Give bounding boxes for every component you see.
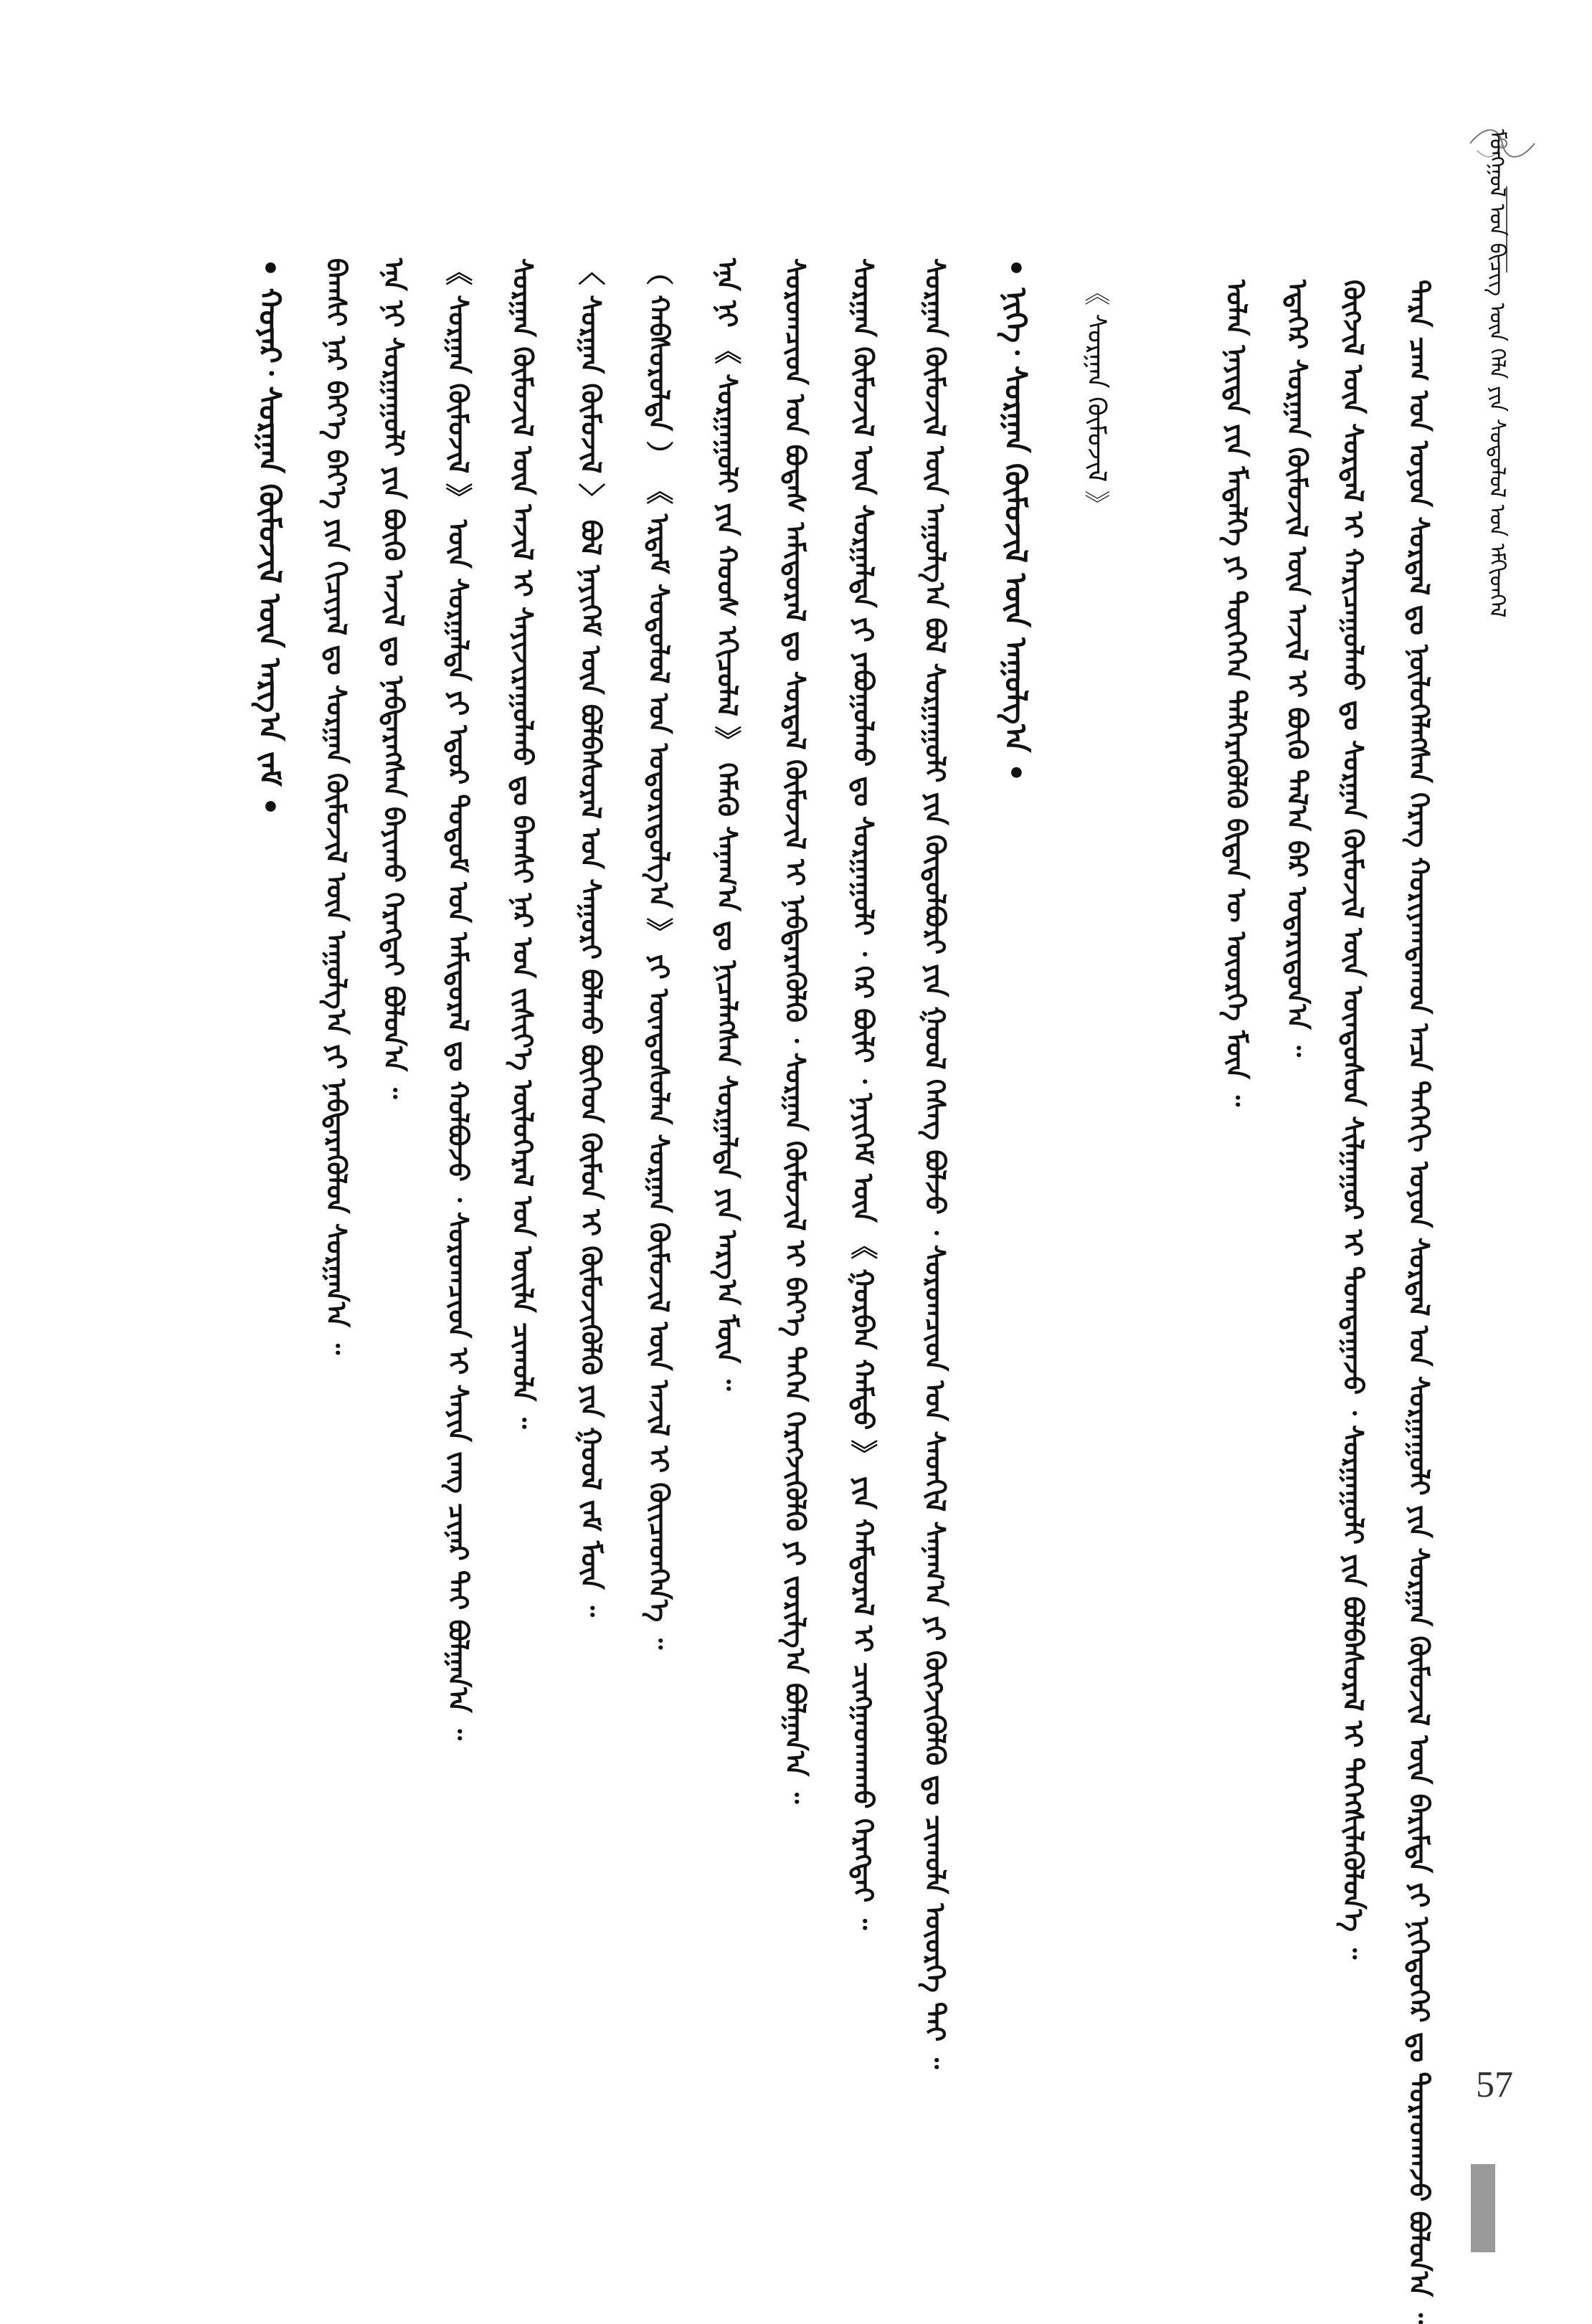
body-line: ᠰᠤᠷᠭᠠᠨ ᠬᠦᠮᠦᠵᠢᠯ ᠦᠨ ᠰᠤᠷᠭᠠᠯᠲᠠ ᠶᠢ ᠶᠠᠪᠤᠭᠤᠯᠬᠤ ᠳᠤ ᠰᠤᠷᠭᠠᠭᠤᠯᠢ ᠂ ᠭᠡᠷ ᠪᠦᠯᠢ ᠂ ᠨᠡᠶᠢᠭᠡᠮ ᠦᠨ 《 ᠭᠤᠷᠪᠠᠨ ᠬᠠᠮᠲᠤ 》 ᠶᠢᠨ ᠬᠠᠮᠲᠤᠷᠠᠯ ᠢ ᠴᠢᠩᠭᠠᠳᠬᠠᠬᠤ ᠬᠡᠷᠡᠭᠲᠡᠢ ᠃ bbox=[848, 258, 879, 1930]
body-line: ᠡᠨᠡ ᠨᠢ 《 ᠰᠤᠷᠭᠠᠭᠤᠯᠢ ᠶᠢᠨ ᠬᠣᠣᠰ ᠡᠬᠢᠴᠦᠯᠡᠯ 》 ᠬᠡᠮᠡᠬᠦ ᠰᠠᠨᠠᠭ᠎ᠠ ᠳᠤ ᠨᠢᠴᠡᠯᠡᠭᠰᠡᠨ ᠰᠤᠷᠭᠠᠯᠲᠠ ᠶᠢᠨ ᠠᠷᠭ᠎ᠠ ᠮᠥᠨ ᠃ bbox=[711, 258, 743, 1391]
body-line: ᠬᠥᠭᠵᠢᠯ ᠦᠨ ᠰᠤᠷᠲᠠᠯ ᠢ ᠬᠠᠷᠢᠴᠠᠭᠤᠯᠬᠤ ᠳᠤ ᠰᠤᠷᠭᠠᠨ ᠬᠦᠮᠦᠵᠢᠯ ᠦᠨ ᠦᠨᠳᠦᠰᠦᠨ ᠰᠢᠯᠭᠠᠭᠤᠷ ᠢ ᠲᠣᠭᠲᠠᠭᠠᠵᠤ ᠂ ᠰᠤᠷᠭᠠᠭᠤᠯᠢ ᠶᠢᠨ ᠪᠣᠯᠪᠠᠰᠤᠷᠠᠯ ᠢ ᠳᠡᠭᠡᠭᠰᠢᠯᠡᠭᠦᠯᠦᠨ᠎ᠡ ᠃ bbox=[1337, 280, 1369, 1960]
body-line: ᠰᠤᠷᠤᠭᠴᠢᠳ ᠤᠨ ᠪᠣᠳᠠᠰ ᠠᠮᠢᠳᠤᠷᠠᠯ ᠳᠤ ᠰᠤᠷᠲᠠᠯ ᠬᠦᠮᠦᠵᠢᠯ ᠢ ᠨᠡᠪᠲᠡᠷᠡᠭᠦᠯᠬᠦ ᠂ ᠰᠤᠷᠭᠠᠨ ᠬᠥᠮᠦᠵᠢᠯ ᠢ ᠪᠡᠶ᠎ᠡ ᠳᠡᠭᠡᠨ ᠬᠡᠷᠡᠭᠵᠢᠭᠦᠯᠬᠦ ᠶᠢ ᠵᠣᠷᠢᠯᠭ᠎ᠠ ᠪᠣᠯᠭᠠᠨ᠎ᠠ ᠃ bbox=[780, 258, 811, 1804]
body-line: ᠣᠯᠠᠨ ᠨᠡᠶᠢᠲᠡ ᠶᠢᠨ ᠮᠡᠳᠡᠯᠭᠡ ᠶᠢ ᠲᠦᠭᠡᠭᠡᠨ ᠳᠡᠯᠭᠡᠷᠡᠭᠦᠯᠬᠦ ᠪᠢᠳᠡᠨ ᠦ ᠦᠦᠷᠭᠡ ᠮᠥᠨ ᠃ bbox=[1221, 280, 1252, 1107]
quoted-title: 《 ᠰᠤᠷᠭᠠᠨ ᠬᠦᠮᠦᠵᠢᠯ 》 bbox=[1081, 280, 1111, 516]
section-heading: • ᠨᠢᠭᠡ᠂ ᠰᠤᠷᠭᠠᠨ ᠬᠦᠮᠦᠵᠢᠯ ᠦᠨ ᠠᠭᠤᠯᠭ᠎ᠠ • bbox=[998, 258, 1033, 782]
page-edge-tab bbox=[1471, 2164, 1495, 2252]
body-line: ᠡᠳᠡᠭᠡᠷ ᠰᠤᠷᠭᠠᠨ ᠬᠦᠮᠦᠵᠢᠯ ᠦᠨ ᠠᠵᠢᠯ ᠢ ᠪᠦᠬᠦ ᠲᠠᠯ᠎ᠠ ᠪᠠᠷ ᠤᠳᠠᠷᠢᠳᠤᠨ᠎ᠠ ᠃ bbox=[1281, 280, 1313, 1057]
body-line: 《 ᠰᠤᠷᠭᠠᠨ ᠬᠦᠮᠦᠵᠢᠯ 》 ᠦᠨ ᠰᠤᠷᠭᠠᠯᠲᠠ ᠶᠢ ᠡᠳᠦᠷ ᠲᠤᠲᠤᠮ ᠤᠨ ᠠᠮᠢᠳᠤᠷᠠᠯ ᠳᠤ ᠬᠣᠯᠪᠣᠵᠤ ᠂ ᠰᠤᠷᠤᠭᠴᠢᠳ ᠢ ᠰᠠᠶᠢᠨ ᠵᠠᠩ ᠴᠢᠨᠠᠷ ᠲᠠᠢ ᠪᠣᠯᠭᠠᠨ᠎ᠠ ᠃ bbox=[442, 258, 474, 1740]
running-header: ᠮᠣᠩᠭᠣᠯ ᠤᠨ ᠪᠢᠴᠢᠭ ᠦᠨ ᠬᠡᠯᠡ ᠶᠢᠨ ᠰᠤᠳᠤᠯᠤᠯ ᠤᠨ ᠡᠮᠬᠢᠳᠬᠡᠯ bbox=[1484, 129, 1510, 618]
section-heading: • ᠬᠣᠶᠠᠷ᠂ ᠰᠤᠷᠭᠠᠨ ᠬᠦᠮᠦᠵᠢᠯ ᠦᠨ ᠠᠷᠭ᠎ᠠ ᠵᠠᠮ • bbox=[252, 258, 288, 816]
body-line: 〈 ᠰᠤᠷᠭᠠᠨ ᠬᠦᠮᠦᠵᠢᠯ 〉 ᠪᠣᠯ ᠨᠡᠶᠢᠭᠡᠮ ᠦᠨ ᠪᠣᠯᠪᠠᠰᠤᠷᠠᠯ ᠤᠨ ᠰᠠᠭᠤᠷᠢ ᠪᠣᠯᠬᠤ ᠪᠥᠭᠡᠳ ᠬᠦᠮᠦᠨ ᠢ ᠬᠥᠮᠦᠵᠢᠭᠦᠯᠬᠦ ᠶᠢᠨ ᠭᠣᠣᠯ ᠵᠠᠮ ᠮᠥᠨ ᠃ bbox=[575, 258, 607, 1617]
body-line: ᠲᠡᠷᠡ ᠴᠠᠭ ᠤᠨ ᠤᠶᠤᠨ ᠰᠤᠷᠲᠠᠯ ᠳᠤ ᠨᠥᠯᠦᠭᠡᠯᠡᠭᠰᠡᠨ ᠬᠡᠷᠡᠭ ᠬᠣᠷᠢᠶᠠᠭᠳᠠᠬᠤᠨ ᠠᠴᠠ ᠳᠡᠭᠡᠬᠢ ᠤᠶᠤᠨ ᠰᠤᠷᠲᠠᠯ ᠤᠨ ᠰᠤᠷᠭᠠᠭᠤᠯᠢ ᠶᠢᠨ ᠰᠤᠷᠭᠠᠨ ᠬᠦᠮᠦᠵᠢᠯ ᠦᠨ ᠪᠠᠷᠢᠮᠲᠠ ᠶᠢ ᠨᠢᠭᠡᠳᠦᠭᠡᠷ ᠳᠤ ᠳᠤᠷᠠᠳᠬᠠᠵᠤ ᠪᠣᠯᠤᠨ᠎ᠠ ᠃ bbox=[1403, 280, 1435, 2324]
body-line: ᠪᠠᠭᠰᠢ ᠨᠠᠷ ᠪᠡᠶ᠎ᠡ ᠪᠡᠶ᠎ᠡ ᠶᠢᠨ ᠬᠢᠴᠢᠶᠡᠯ ᠳᠤ ᠰᠤᠷᠭᠠᠨ ᠬᠦᠮᠦᠵᠢᠯ ᠦᠨ ᠠᠭᠤᠯᠭ᠎ᠠ ᠶᠢ ᠨᠡᠪᠲᠡᠷᠡᠭᠦᠯᠦᠨ ᠰᠤᠷᠭᠠᠨ᠎ᠠ ᠃ bbox=[321, 258, 352, 1355]
page-number: 57 bbox=[1476, 2064, 1513, 2105]
body-line: ᠰᠤᠷᠭᠠᠨ ᠬᠦᠮᠦᠵᠢᠯ ᠦᠨ ᠠᠵᠢᠯ ᠢ ᠰᠠᠶᠢᠵᠢᠷᠠᠭᠤᠯᠬᠤ ᠳᠤ ᠪᠠᠭᠰᠢ ᠨᠠᠷ ᠤᠨ ᠵᠢᠱᠢᠶ᠎ᠡ ᠦᠯᠦᠭᠡᠷᠡᠯ ᠤᠨ ᠦᠢᠯᠡ ᠴᠢᠬᠤᠯᠠ ᠃ bbox=[507, 258, 539, 1429]
body-line: （ ᠬᠠᠪᠰᠤᠷᠤᠯᠲᠠ ） 《 ᠡᠷᠳᠡᠮ ᠰᠤᠳᠤᠯᠤᠯ ᠤᠨ ᠤᠳᠤᠷᠢᠳᠤᠯᠭ᠎ᠠ 》 ᠶᠢ ᠦᠨᠳᠦᠰᠦᠯᠡᠨ ᠰᠤᠷᠭᠠᠨ ᠬᠦᠮᠦᠵᠢᠯ ᠦᠨ ᠠᠵᠢᠯ ᠢ ᠭᠦᠢᠴᠡᠳᠬᠡᠨ᠎ᠡ ᠃ bbox=[643, 258, 675, 1650]
body-line: ᠡᠨᠡ ᠨᠢ ᠰᠤᠷᠭᠠᠭᠤᠯᠢ ᠶᠢᠨ ᠪᠦᠬᠦ ᠠᠵᠢᠯ ᠳᠤ ᠨᠡᠪᠲᠡᠷᠡᠭᠰᠡᠨ ᠪᠠᠶᠢᠬᠤ ᠬᠡᠷᠡᠭᠲᠡᠢ ᠪᠣᠯᠤᠨ᠎ᠠ ᠃ bbox=[378, 258, 409, 1099]
body-line: ᠰᠤᠷᠭᠠᠨ ᠬᠦᠮᠦᠵᠢᠯ ᠦᠨ ᠠᠭᠤᠯᠭ᠎ᠠ ᠪᠣᠯ ᠰᠤᠷᠭᠠᠭᠤᠯᠢ ᠶᠢᠨ ᠬᠥᠲᠦᠯᠪᠦᠷᠢ ᠶᠢᠨ ᠭᠣᠣᠯ ᠬᠡᠰᠡᠭ ᠪᠣᠯᠵᠤ ᠂ ᠰᠤᠷᠤᠭᠴᠢᠳ ᠤᠨ ᠰᠡᠳᠭᠢᠯ ᠰᠠᠨᠠᠭ᠎ᠠ ᠶᠢ ᠬᠥᠭᠵᠢᠭᠦᠯᠬᠦ ᠳᠤ ᠴᠢᠬᠤᠯᠠ ᠦᠦᠷᠭᠡ ᠲᠠᠢ ᠃ bbox=[919, 258, 951, 2069]
